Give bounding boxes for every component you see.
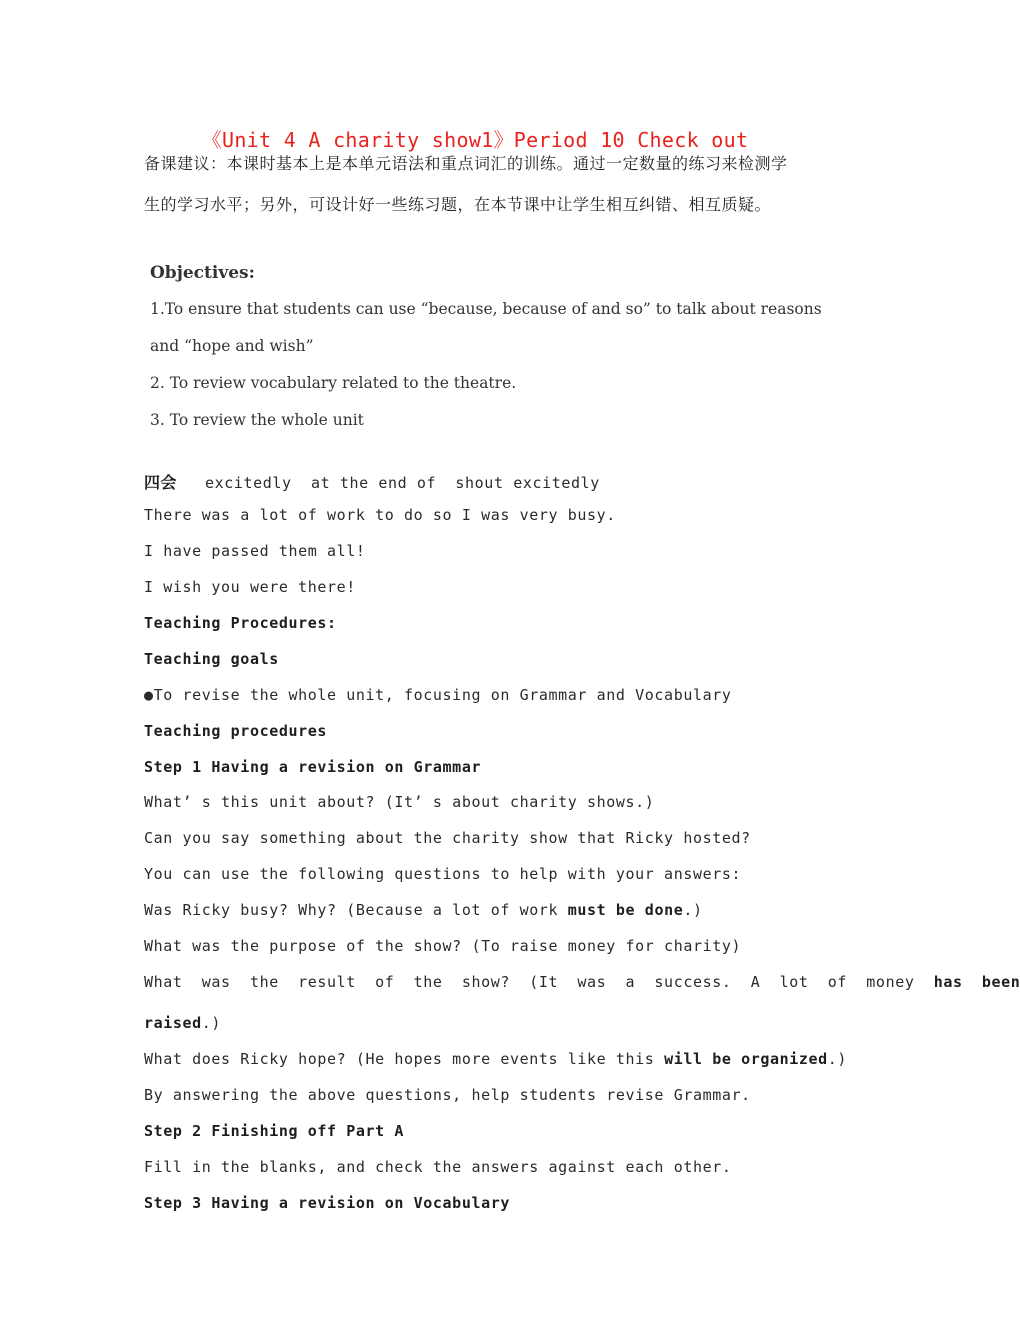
step-1-question-1: What’ s this unit about? (It’ s about charity shows.) [144, 793, 655, 811]
prep-note-line-1: 备课建议：本课时基本上是本单元语法和重点词汇的训练。通过一定数量的练习来检测学 [144, 154, 788, 173]
step-1-question-2: Can you say something about the charity show that Ricky hosted? [144, 829, 751, 847]
prep-note-line-2: 生的学习水平；另外，可设计好一些练习题，在本节课中让学生相互纠错、相互质疑。 [144, 195, 772, 214]
page-title: 《Unit 4 A charity show1》Period 10 Check out [201, 128, 749, 152]
step-1-question-8: By answering the above questions, help students revise Grammar. [144, 1086, 751, 1104]
step-3-heading: Step 3 Having a revision on Vocabulary [144, 1194, 510, 1212]
sentence-1: There was a lot of work to do so I was very busy. [144, 506, 616, 524]
teaching-procedures-subheading: Teaching procedures [144, 722, 327, 740]
q6-bold: has been [933, 973, 1020, 991]
goal-bullet: ●To revise the whole unit, focusing on Grammar and Vocabulary [144, 686, 732, 704]
step-1-question-4 [144, 901, 703, 919]
q6-end: .) [201, 1014, 222, 1032]
objective-1-line-2: and “hope and wish” [150, 337, 314, 355]
q7-end: .) [827, 1050, 848, 1068]
q7-bold: will be organized [664, 1050, 828, 1068]
q4-end: .) [683, 901, 703, 919]
step-1-question-6 [144, 973, 1020, 991]
objectives-heading: Objectives: [150, 263, 255, 283]
q6-bold-cont: raised [144, 1014, 202, 1032]
four-skills-words: excitedly at the end of shout excitedly [205, 474, 600, 492]
q6-text: What was the result of the show? (It was a success. A lot of money [144, 973, 934, 991]
step-1-question-3: You can use the following questions to help with your answers: [144, 865, 742, 883]
step-1-heading: Step 1 Having a revision on Grammar [144, 758, 482, 776]
objective-3: 3. To review the whole unit [150, 411, 364, 429]
step-1-question-6-cont [144, 1014, 221, 1032]
four-skills-row [144, 470, 600, 493]
sentence-3: I wish you were there! [144, 578, 356, 596]
q4-text: Was Ricky busy? Why? (Because a lot of work [144, 901, 568, 919]
step-2-heading: Step 2 Finishing off Part A [144, 1122, 405, 1140]
q7-text: What does Ricky hope? (He hopes more events like this [144, 1050, 665, 1068]
objective-2: 2. To review vocabulary related to the theatre. [150, 374, 517, 392]
teaching-procedures-heading: Teaching Procedures: [144, 614, 337, 632]
step-1-question-7 [144, 1050, 847, 1068]
step-2-text: Fill in the blanks, and check the answers against each other. [144, 1158, 732, 1176]
objective-1-line-1: 1.To ensure that students can use “because, because of and so” to talk about reasons [150, 300, 822, 318]
four-skills-label: 四会 [144, 473, 178, 492]
step-1-question-5: What was the purpose of the show? (To raise money for charity) [144, 937, 742, 955]
teaching-goals-heading: Teaching goals [144, 650, 279, 668]
q4-bold: must be done [567, 901, 684, 919]
sentence-2: I have passed them all! [144, 542, 366, 560]
